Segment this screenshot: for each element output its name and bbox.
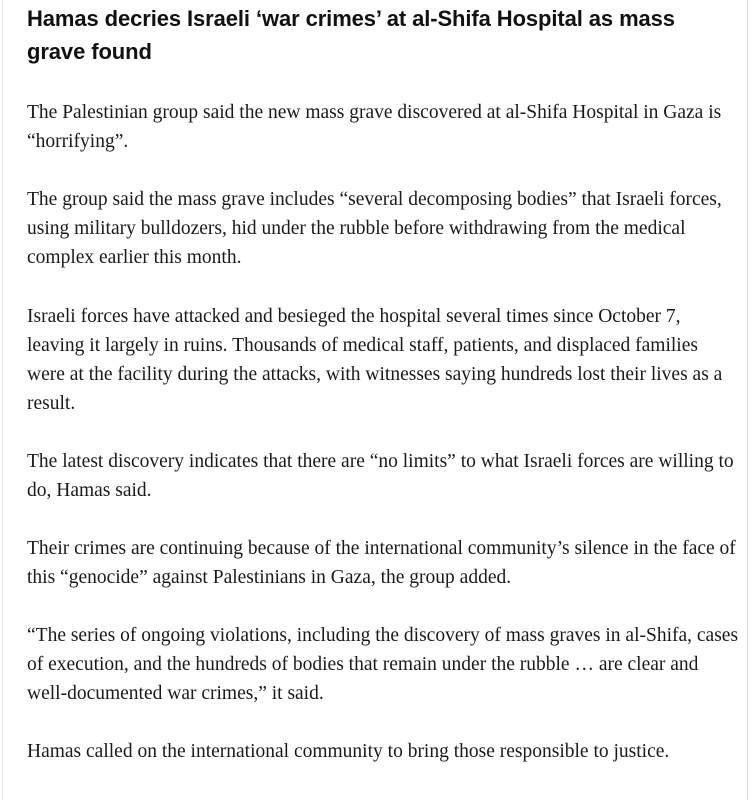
- article: [27, 0, 739, 762]
- article-headline: Hamas decries Israeli ‘war crimes’ at al-Shifa Hospital as mass grave found: [27, 6, 675, 64]
- article-frame: [2, 0, 748, 800]
- article-paragraph: “The series of ongoing violations, including the discovery of mass graves in al-Shifa, cases of execution, and the hundreds of bodies that remain under the rubble … are clear and well-documented war crimes,” it said.: [27, 625, 739, 704]
- article-paragraph: The latest discovery indicates that there are “no limits” to what Israeli forces are willing to do, Hamas said.: [27, 451, 734, 501]
- article-paragraph: Their crimes are continuing because of the international community’s silence in the face of this “genocide” against Palestinians in Gaza, the group added.: [27, 538, 736, 588]
- article-paragraph: The Palestinian group said the new mass grave discovered at al-Shifa Hospital in Gaza is “horrifying”.: [27, 102, 722, 152]
- article-paragraph: The group said the mass grave includes “several decomposing bodies” that Israeli forces, using military bulldozers, hid under the rubble before withdrawing from the medical complex earlier this month.: [27, 189, 722, 268]
- article-paragraph: Israeli forces have attacked and besieged the hospital several times since October 7, leaving it largely in ruins. Thousands of medical staff, patients, and displaced families were at the facility during the attacks, with witnesses saying hundreds lost their lives as a result.: [27, 306, 723, 414]
- article-paragraph: Hamas called on the international community to bring those responsible to justice.: [27, 741, 670, 762]
